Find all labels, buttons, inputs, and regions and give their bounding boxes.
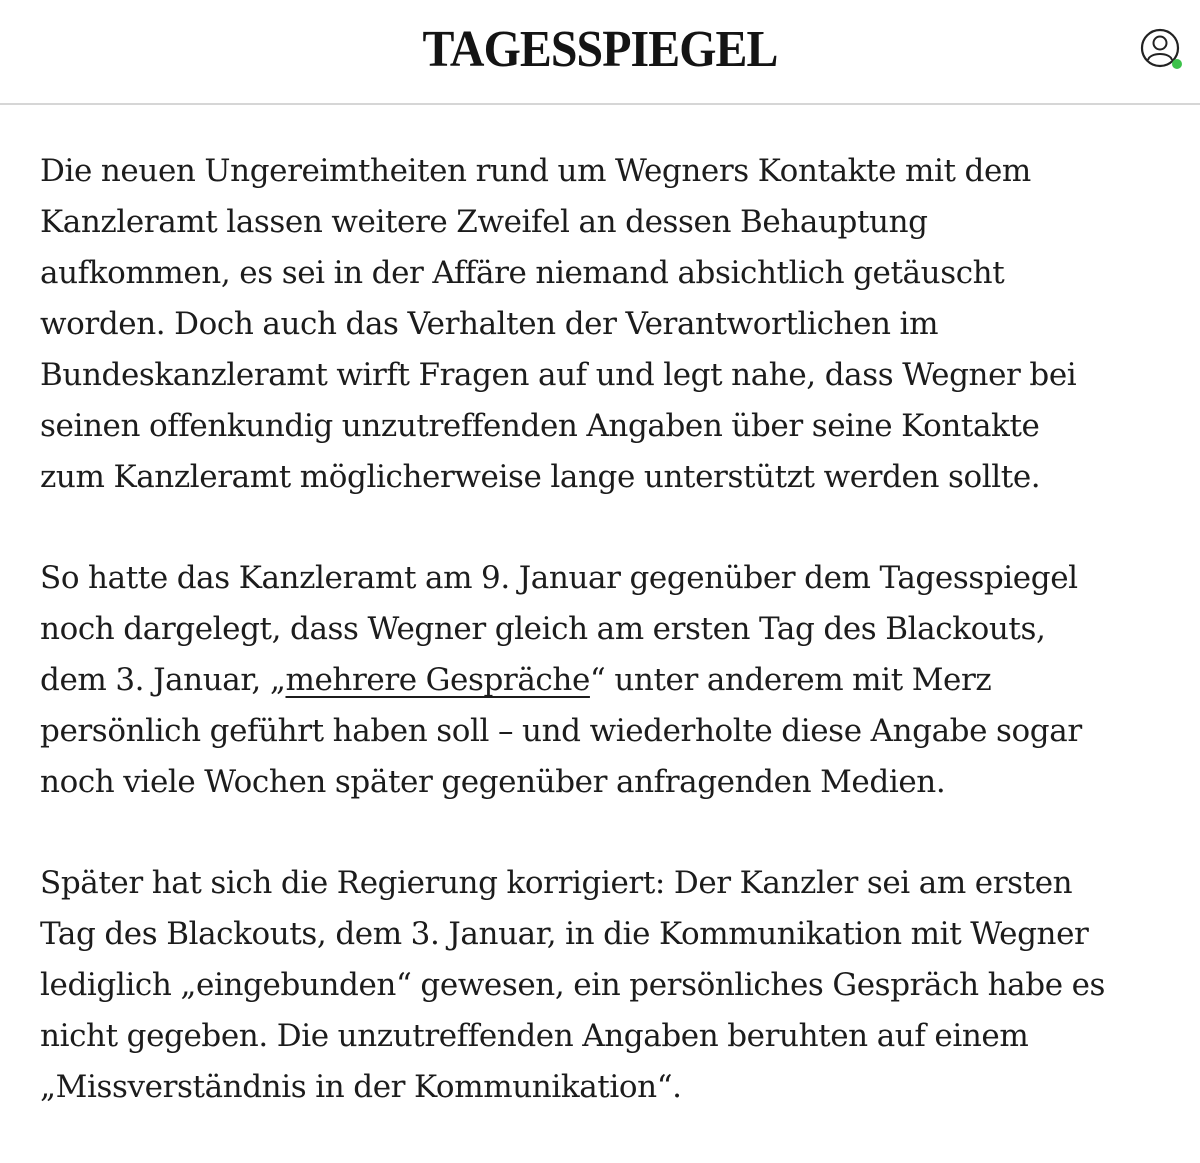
text-line: So hatte das Kanzleramt am 9. Januar gegenüber dem Tagesspiegel [40,560,1078,596]
article-paragraph-2 [40,553,1170,808]
text-line: zum Kanzleramt möglicherweise lange unterstützt werden sollte. [40,459,1041,495]
text-line: noch viele Wochen später gegenüber anfragenden Medien. [40,764,946,800]
article-paragraph-1 [40,146,1170,503]
text-line [40,655,1170,706]
user-account-icon[interactable] [1140,28,1186,74]
text-line: persönlich geführt haben soll – und wiederholte diese Angabe sogar [40,713,1082,749]
mehrere-gespraeche-link[interactable]: mehrere Gespräche [285,662,590,698]
article-body [40,146,1170,1163]
text-line: Die neuen Ungereimtheiten rund um Wegners Kontakte mit dem [40,153,1031,189]
site-logo[interactable]: TAGESSPIEGEL [422,21,778,78]
text-line: worden. Doch auch das Verhalten der Verantwortlichen im [40,306,939,342]
site-header [0,0,1200,105]
text-line: Tag des Blackouts, dem 3. Januar, in die Kommunikation mit Wegner [40,916,1089,952]
text-fragment: dem 3. Januar, „ [40,662,286,698]
text-line: seinen offenkundig unzutreffenden Angaben über seine Kontakte [40,408,1040,444]
text-line: aufkommen, es sei in der Affäre niemand absichtlich getäuscht [40,255,1005,291]
article-paragraph-3 [40,858,1170,1113]
online-status-dot [1172,59,1182,69]
text-line: noch dargelegt, dass Wegner gleich am ersten Tag des Blackouts, [40,611,1046,647]
text-line: Bundeskanzleramt wirft Fragen auf und legt nahe, dass Wegner bei [40,357,1077,393]
text-line: lediglich „eingebunden“ gewesen, ein persönliches Gespräch habe es [40,967,1106,1003]
text-line: Später hat sich die Regierung korrigiert: Der Kanzler sei am ersten [40,865,1073,901]
text-line: nicht gegeben. Die unzutreffenden Angaben beruhten auf einem [40,1018,1029,1054]
text-line: Kanzleramt lassen weitere Zweifel an dessen Behauptung [40,204,928,240]
text-fragment: “ unter anderem mit Merz [589,662,992,698]
text-line: „Missverständnis in der Kommunikation“. [40,1069,682,1105]
